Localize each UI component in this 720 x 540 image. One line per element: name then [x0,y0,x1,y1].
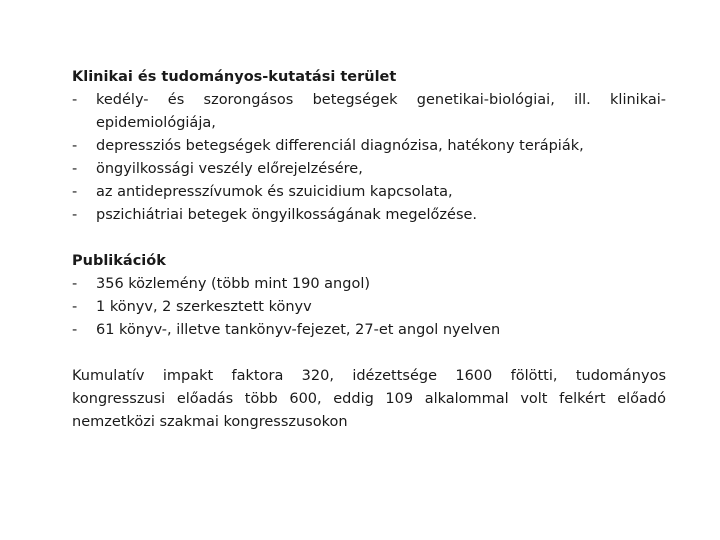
research-title: Klinikai és tudományos-kutatási terület [72,69,397,85]
bullet-dash: - [72,92,78,108]
bullet-dash: - [72,299,78,315]
bullet-dash: - [72,322,78,338]
publication-item: - 1 könyv, 2 szerkesztett könyv [72,296,666,319]
summary-paragraph: Kumulatív impakt faktora 320, idézettsége 1600 fölötti, tudományos kongresszusi előadás több 600, eddig 109 alkalommal volt felkért előadó nemzetközi szakmai kongresszusokon [72,368,666,430]
publication-item: - 356 közlemény (több mint 190 angol) [72,273,666,296]
bullet-dash: - [72,161,78,177]
bullet-dash: - [72,184,78,200]
research-item: - kedély- és szorongásos betegségek genetikai-biológiai, ill. klinikai-epidemiológiája, [72,89,666,135]
publications-list [72,273,666,342]
bullet-dash: - [72,207,78,223]
publications-section [72,250,666,342]
bullet-dash: - [72,276,78,292]
slide-content [72,66,666,434]
research-item: - az antidepresszívumok és szuicidium kapcsolata, [72,181,666,204]
research-item: - pszichiátriai betegek öngyilkosságának megelőzése. [72,204,666,227]
summary-section [72,365,666,434]
research-section [72,66,666,227]
publication-item: - 61 könyv-, illetve tankönyv-fejezet, 27-et angol nyelven [72,319,666,342]
publications-title: Publikációk [72,253,166,269]
bullet-dash: - [72,138,78,154]
research-item: - öngyilkossági veszély előrejelzésére, [72,158,666,181]
research-item: - depressziós betegségek differenciál diagnózisa, hatékony terápiák, [72,135,666,158]
research-list [72,89,666,227]
